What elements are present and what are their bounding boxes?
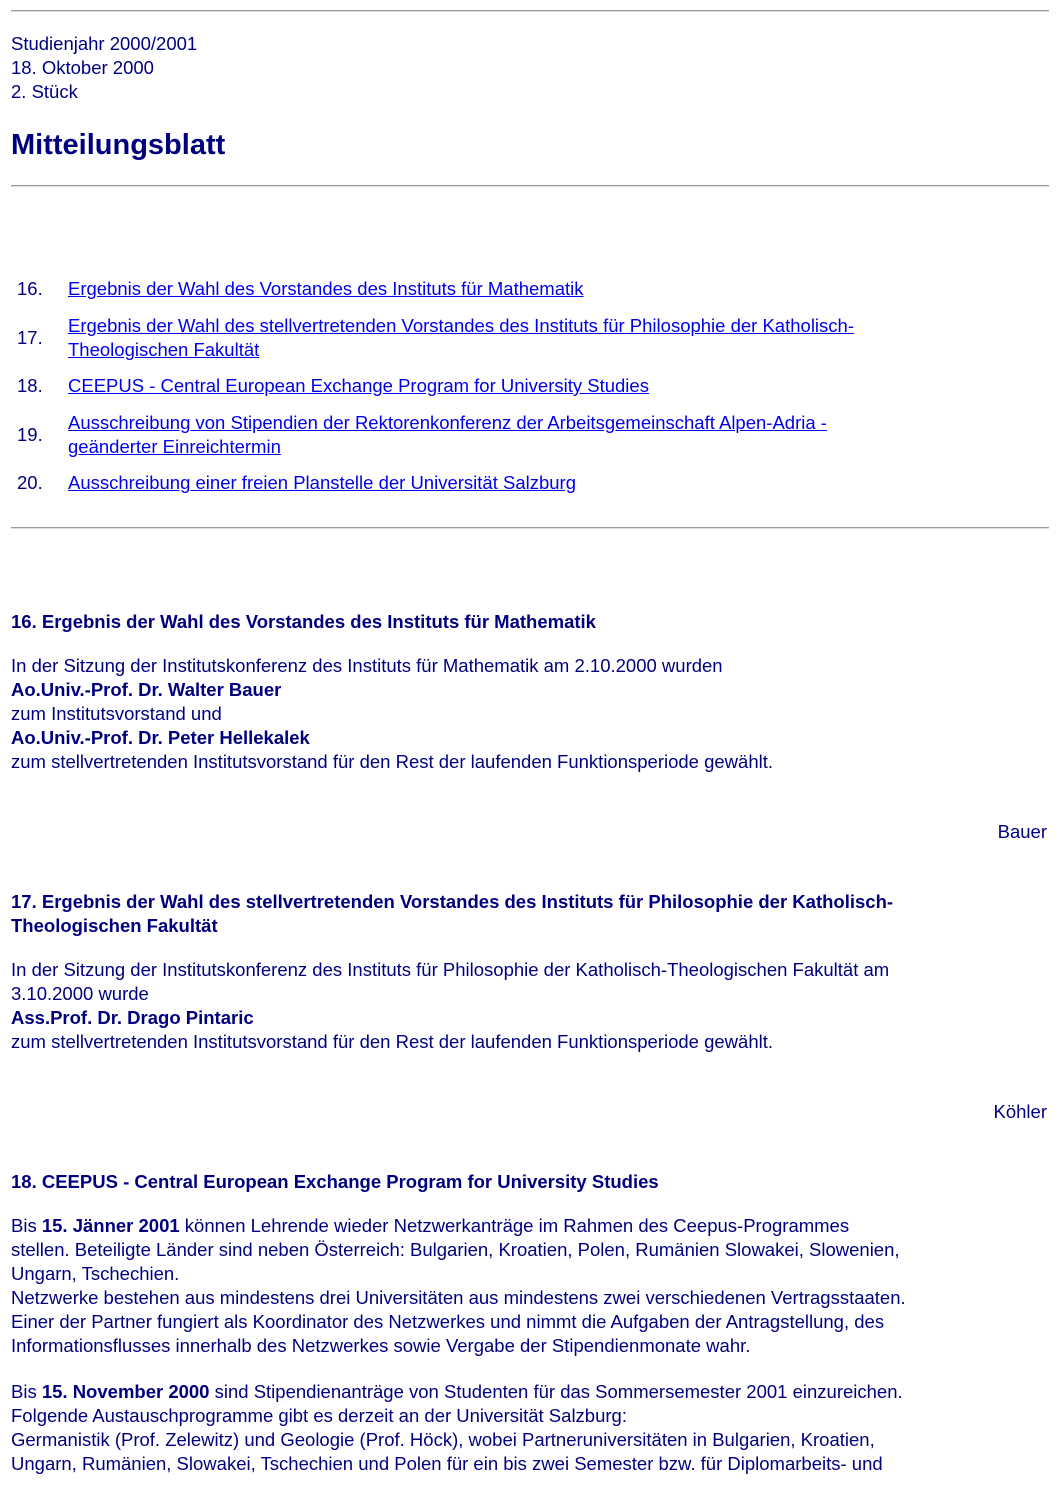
toc-item-17 xyxy=(17,314,1007,362)
section-17-title: 17. Ergebnis der Wahl des stellvertretenden Vorstandes des Instituts für Philosophie der Katholisch- xyxy=(11,891,894,912)
signature-koehler: Köhler xyxy=(993,1101,1047,1122)
toc-link-17[interactable]: Ergebnis der Wahl des stellvertretenden Vorstandes des Instituts für Philosophie der Katholisch- xyxy=(68,315,854,336)
issue-header xyxy=(11,32,197,104)
toc-rule xyxy=(11,527,1049,529)
section-18-text: Informationsflusses innerhalb des Netzwerkes sowie Vergabe der Stipendienmonate wahr. xyxy=(11,1335,751,1356)
section-18-text: Ungarn, Tschechien. xyxy=(11,1263,180,1284)
table-of-contents xyxy=(17,277,1007,508)
page-title: Mitteilungsblatt xyxy=(11,129,226,161)
section-17-text: In der Sitzung der Institutskonferenz des Instituts für Philosophie der Katholisch-Theologischen Fakultät am xyxy=(11,959,890,980)
toc-link-20[interactable]: Ausschreibung einer freien Planstelle der Universität Salzburg xyxy=(68,472,576,493)
header-rule xyxy=(11,185,1049,187)
toc-number: 19. xyxy=(17,424,43,445)
section-16 xyxy=(11,610,1051,774)
deadline: 15. November 2000 xyxy=(41,1381,210,1402)
section-17-title-cont: Theologischen Fakultät xyxy=(11,915,218,936)
section-18-text: stellen. Beteiligte Länder sind neben Österreich: Bulgarien, Kroatien, Polen, Rumänien Slowakei, Slowenien, xyxy=(11,1239,900,1260)
section-18-title: 18. CEEPUS - Central European Exchange Program for University Studies xyxy=(11,1171,659,1192)
section-16-text: zum stellvertretenden Institutsvorstand für den Rest der laufenden Funktionsperiode gewählt. xyxy=(11,751,774,772)
toc-link-18[interactable]: CEEPUS - Central European Exchange Program for University Studies xyxy=(68,375,649,396)
section-16-text: zum Institutsvorstand und xyxy=(11,703,222,724)
toc-item-19 xyxy=(17,411,1007,459)
section-18-text xyxy=(11,1380,1051,1404)
signature-bauer: Bauer xyxy=(997,821,1047,842)
section-16-text: In der Sitzung der Institutskonferenz des Instituts für Mathematik am 2.10.2000 wurden xyxy=(11,655,723,676)
toc-link-16[interactable]: Ergebnis der Wahl des Vorstandes des Instituts für Mathematik xyxy=(68,278,584,299)
text-run: Bis xyxy=(11,1381,42,1402)
toc-item-18 xyxy=(17,374,1007,398)
toc-number: 18. xyxy=(17,375,43,396)
toc-number: 17. xyxy=(17,327,43,348)
person-name: Ao.Univ.-Prof. Dr. Peter Hellekalek xyxy=(11,727,310,748)
toc-item-16 xyxy=(17,277,1007,301)
toc-item-20 xyxy=(17,471,1007,495)
section-18 xyxy=(11,1170,1051,1476)
section-18-text: Netzwerke bestehen aus mindestens drei Universitäten aus mindestens zwei verschiedenen Vertragsstaaten. xyxy=(11,1287,906,1308)
deadline: 15. Jänner 2001 xyxy=(41,1215,180,1236)
section-18-text: Germanistik (Prof. Zelewitz) und Geologie (Prof. Höck), wobei Partneruniversitäten in Bulgarien, Kroatien, xyxy=(11,1429,875,1450)
toc-link-19[interactable]: Ausschreibung von Stipendien der Rektorenkonferenz der Arbeitsgemeinschaft Alpen-Adria - xyxy=(68,412,827,433)
academic-year: Studienjahr 2000/2001 xyxy=(11,33,198,54)
text-run: Bis xyxy=(11,1215,42,1236)
section-18-text xyxy=(11,1214,1051,1238)
toc-number: 16. xyxy=(17,278,43,299)
section-17 xyxy=(11,890,1051,1054)
top-rule xyxy=(11,10,1049,12)
section-18-text: Einer der Partner fungiert als Koordinator des Netzwerkes und nimmt die Aufgaben der Antragstellung, des xyxy=(11,1311,885,1332)
issue-number: 2. Stück xyxy=(11,81,78,102)
toc-link-19-cont[interactable]: geänderter Einreichtermin xyxy=(68,436,281,457)
person-name: Ao.Univ.-Prof. Dr. Walter Bauer xyxy=(11,679,282,700)
issue-date: 18. Oktober 2000 xyxy=(11,57,154,78)
section-17-text: zum stellvertretenden Institutsvorstand für den Rest der laufenden Funktionsperiode gewählt. xyxy=(11,1031,774,1052)
text-run: sind Stipendienanträge von Studenten für das Sommersemester 2001 einzureichen. xyxy=(209,1381,903,1402)
section-18-text: Ungarn, Rumänien, Slowakei, Tschechien und Polen für ein bis zwei Semester bzw. für Diplomarbeits- und xyxy=(11,1453,883,1474)
section-16-title: 16. Ergebnis der Wahl des Vorstandes des Instituts für Mathematik xyxy=(11,611,596,632)
toc-number: 20. xyxy=(17,472,43,493)
section-18-text: Folgende Austauschprogramme gibt es derzeit an der Universität Salzburg: xyxy=(11,1405,627,1426)
person-name: Ass.Prof. Dr. Drago Pintaric xyxy=(11,1007,254,1028)
section-17-text: 3.10.2000 wurde xyxy=(11,983,149,1004)
text-run: können Lehrende wieder Netzwerkanträge im Rahmen des Ceepus-Programmes xyxy=(179,1215,850,1236)
toc-link-17-cont[interactable]: Theologischen Fakultät xyxy=(68,339,260,360)
